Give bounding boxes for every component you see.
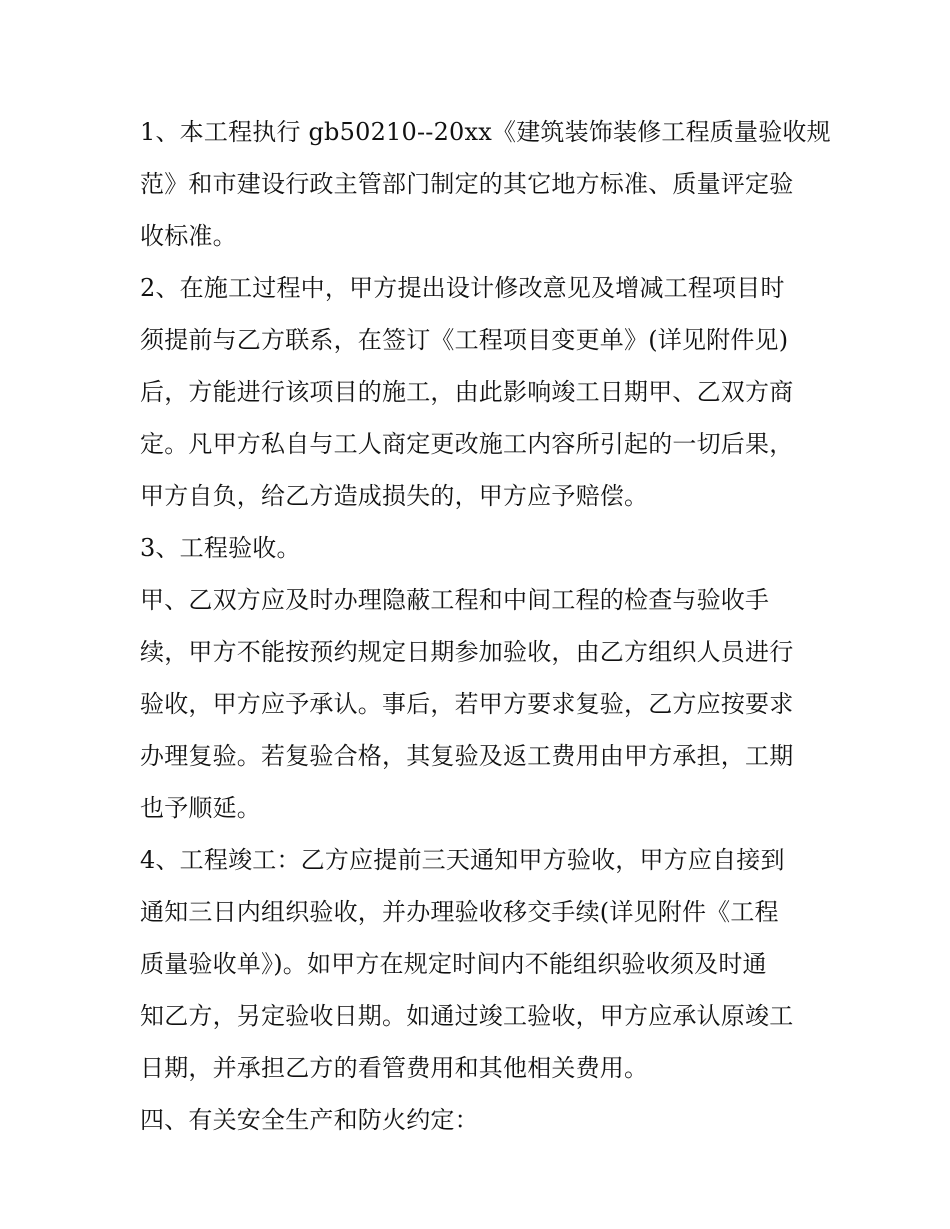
text-line: 须提前与乙方联系，在签订《工程项目变更单》(详见附件见) [140,326,789,354]
text-line: 定。凡甲方私自与工人商定更改施工内容所引起的一切后果， [140,430,794,458]
text-line: 办理复验。若复验合格，其复验及返工费用由甲方承担，工期 [140,742,794,770]
text-line: 验收，甲方应予承认。事后，若甲方要求复验，乙方应按要求 [140,690,794,718]
text-line: 质量验收单》)。如甲方在规定时间内不能组织验收须及时通 [140,950,767,978]
text-line: 2、在施工过程中，甲方提出设计修改意见及增减工程项目时 [140,274,785,302]
text-line: 知乙方，另定验收日期。如通过竣工验收，甲方应承认原竣工 [140,1002,794,1030]
text-line: 通知三日内组织验收，并办理验收移交手续(详见附件《工程 [140,898,779,926]
text-line: 日期，并承担乙方的看管费用和其他相关费用。 [140,1054,649,1082]
text-line: 后，方能进行该项目的施工，由此影响竣工日期甲、乙双方商 [140,378,794,406]
text-line: 范》和市建设行政主管部门制定的其它地方标准、质量评定验 [140,170,794,198]
text-line: 3、工程验收。 [140,534,301,562]
text-line: 收标准。 [140,222,237,250]
text-line: 也予顺延。 [140,794,261,822]
text-line: 甲、乙双方应及时办理隐蔽工程和中间工程的检查与验收手 [140,586,770,614]
text-line: 4、工程竣工：乙方应提前三天通知甲方验收，甲方应自接到 [140,846,785,874]
text-line: 1、本工程执行 gb50210--20xx《建筑装饰装修工程质量验收规 [140,118,831,146]
text-line: 续，甲方不能按预约规定日期参加验收，由乙方组织人员进行 [140,638,794,666]
document-page [140,106,831,1146]
section-heading: 四、有关安全生产和防火约定： [140,1106,479,1134]
text-line: 甲方自负，给乙方造成损失的，甲方应予赔偿。 [140,482,649,510]
